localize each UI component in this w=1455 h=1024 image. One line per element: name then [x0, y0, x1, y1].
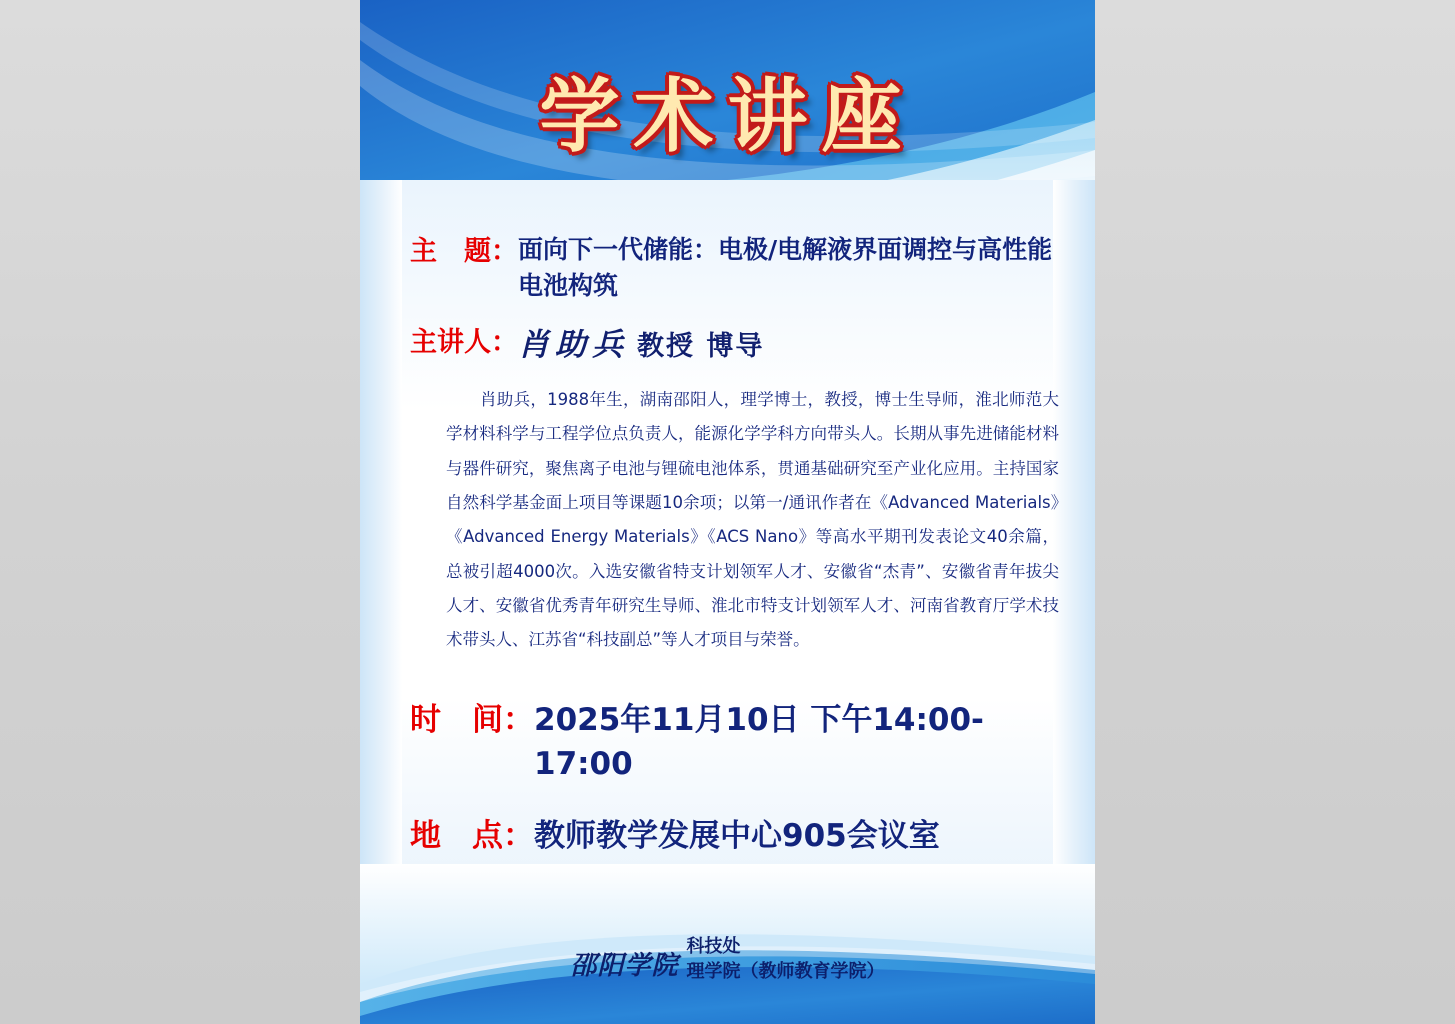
topic-label: 主 题：: [410, 236, 518, 267]
department-line-1: 科技处: [686, 936, 741, 958]
poster-footer-text: [360, 935, 1095, 984]
row-topic: [360, 232, 1095, 303]
time-label: 时 间：: [410, 701, 534, 738]
row-time: [360, 698, 1095, 786]
place-label: 地 点：: [410, 817, 534, 854]
row-place: [360, 814, 1095, 859]
school-name: 邵阳学院: [570, 951, 679, 981]
speaker-title: 教授 博导: [637, 331, 765, 362]
poster: [360, 0, 1095, 1024]
speaker-value: [518, 323, 1059, 367]
time-value: 2025年11月10日 下午14:00-17:00: [534, 701, 984, 782]
speaker-label: 主讲人：: [410, 327, 518, 358]
department-line-2: 理学院（教师教育学院）: [686, 960, 885, 982]
speaker-bio: 肖助兵，1988年生，湖南邵阳人，理学博士，教授，博士生导师，淮北师范大学材料科学与工程学位点负责人，能源化学学科方向带头人。长期从事先进储能材料与器件研究，聚焦离子电池与锂硫电池体系，贯通基础研究至产业化应用。主持国家自然科学基金面上项目等课题10余项；以第一/通讯作者在《Advanced Materials》《Advanced Energy Materials》《ACS Nano》等高水平期刊发表论文40余篇，总被引超4000次。入选安徽省特支计划领军人才、安徽省“杰青”、安徽省青年拔尖人才、安徽省优秀青年研究生导师、淮北市特支计划领军人才、河南省教育厅学术技术带头人、江苏省“科技副总”等人才项目与荣誉。: [446, 390, 1059, 650]
poster-content: [360, 232, 1095, 862]
poster-title: 学术讲座: [539, 69, 916, 163]
department-names: [687, 935, 885, 984]
topic-value: 面向下一代储能：电极/电解液界面调控与高性能电池构筑: [518, 235, 1053, 300]
place-value: 教师教学发展中心905会议室: [534, 817, 940, 854]
speaker-name: 肖助兵: [518, 327, 629, 363]
row-speaker: [360, 323, 1095, 367]
